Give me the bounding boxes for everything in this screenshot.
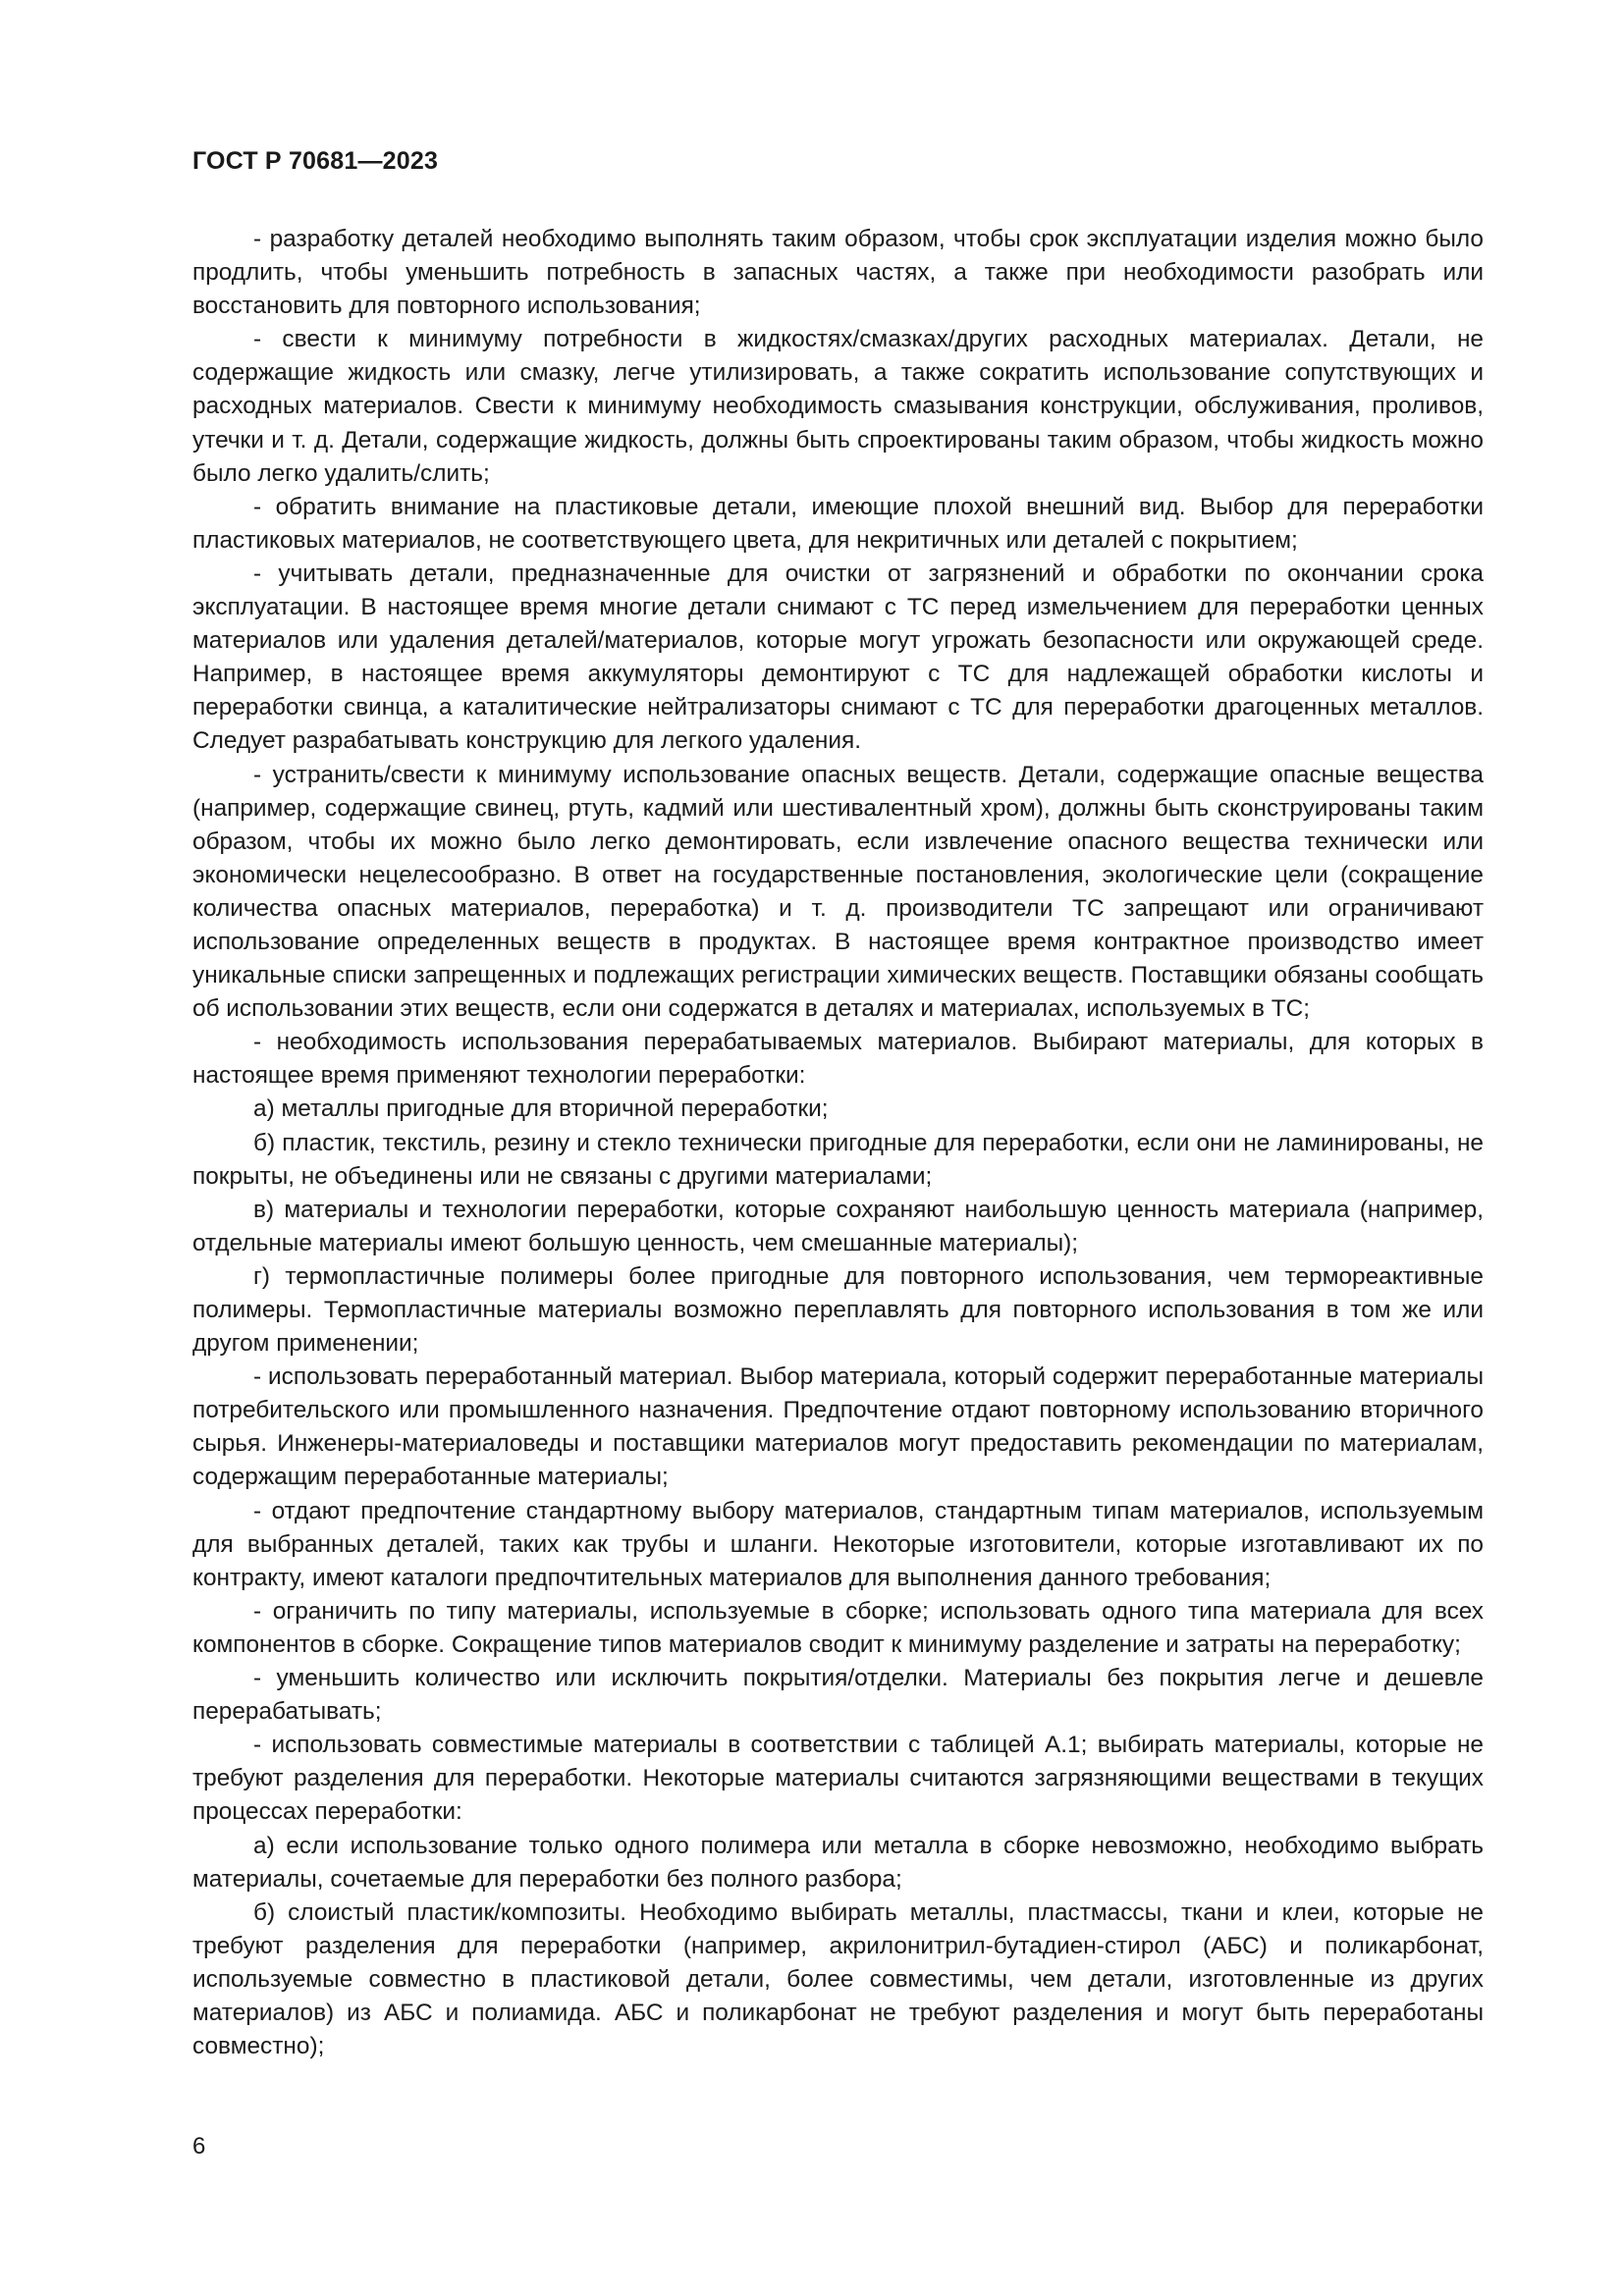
paragraph: - уменьшить количество или исключить покрытия/отделки. Материалы без покрытия легче и дешевле перерабатывать; (192, 1665, 1484, 1726)
list-item: а) если использование только одного полимера или металла в сборке невозможно, необходимо выбрать материалы, сочетаемые для переработки без полного разбора; (192, 1832, 1484, 1893)
paragraph: - отдают предпочтение стандартному выбору материалов, стандартным типам материалов, используемым для выбранных деталей, таких как трубы и шланги. Некоторые изготовители, которые изготавливают их по контракту, имеют каталоги предпочтительных материалов для выполнения данного требования; (192, 1497, 1484, 1591)
page-number: 6 (192, 2133, 206, 2160)
body-text (192, 223, 1484, 2063)
document-header: ГОСТ Р 70681—2023 (192, 147, 439, 175)
paragraph: - ограничить по типу материалы, используемые в сборке; использовать одного типа материала для всех компонентов в сборке. Сокращение типов материалов сводит к минимуму разделение и затраты на переработку; (192, 1597, 1484, 1658)
list-item: б) слоистый пластик/композиты. Необходимо выбирать металлы, пластмассы, ткани и клеи, которые не требуют разделения для переработки (например, акрилонитрил-бутадиен-стирол (АБС) и поликарбонат, используемые совместно в пластиковой детали, более совместимы, чем детали, изготовленные из других материалов) из АБС и полиамида. АБС и поликарбонат не требуют разделения и могут быть переработаны совместно); (192, 1898, 1484, 2060)
paragraph: - использовать переработанный материал. Выбор материала, который содержит переработанные материалы потребительского или промышленного назначения. Предпочтение отдают повторному использованию вторичного сырья. Инженеры-материаловеды и поставщики материалов могут предоставить рекомендации по материалам, содержащим переработанные материалы; (192, 1363, 1484, 1491)
paragraph: - необходимость использования перерабатываемых материалов. Выбирают материалы, для которых в настоящее время применяют технологии переработки: (192, 1029, 1484, 1090)
list-item: а) металлы пригодные для вторичной переработки; (253, 1095, 829, 1123)
list-item: б) пластик, текстиль, резину и стекло технически пригодные для переработки, если они не ламинированы, не покрыты, не объединены или не связаны с другими материалами; (192, 1129, 1484, 1190)
paragraph: - учитывать детали, предназначенные для очистки от загрязнений и обработки по окончании срока эксплуатации. В настоящее время многие детали снимают с ТС перед измельчением для переработки ценных материалов или удаления деталей/материалов, которые могут угрожать безопасности или окружающей среде. Например, в настоящее время аккумуляторы демонтируют с ТС для надлежащей обработки кислоты и переработки свинца, а каталитические нейтрализаторы снимают с ТС для переработки драгоценных металлов. Следует разрабатывать конструкцию для легкого удаления. (192, 560, 1484, 755)
list-item: в) материалы и технологии переработки, которые сохраняют наибольшую ценность материала (например, отдельные материалы имеют большую ценность, чем смешанные материалы); (192, 1196, 1484, 1256)
paragraph: - свести к минимуму потребности в жидкостях/смазках/других расходных материалах. Детали, не содержащие жидкость или смазку, легче утилизировать, а также сократить использование сопутствующих и расходных материалов. Свести к минимуму необходимость смазывания конструкции, обслуживания, проливов, утечки и т. д. Детали, содержащие жидкость, должны быть спроектированы таким образом, чтобы жидкость можно было легко удалить/слить; (192, 326, 1484, 487)
paragraph: - устранить/свести к минимуму использование опасных веществ. Детали, содержащие опасные вещества (например, содержащие свинец, ртуть, кадмий или шестивалентный хром), должны быть сконструированы таким образом, чтобы их можно было легко демонтировать, если извлечение опасного вещества технически или экономически нецелесообразно. В ответ на государственные постановления, экологические цели (сокращение количества опасных материалов, переработка) и т. д. производители ТС запрещают или ограничивают использование определенных веществ в продуктах. В настоящее время контрактное производство имеет уникальные списки запрещенных и подлежащих регистрации химических веществ. Поставщики обязаны сообщать об использовании этих веществ, если они содержатся в деталях и материалах, используемых в ТС; (192, 761, 1484, 1023)
paragraph: - использовать совместимые материалы в соответствии с таблицей А.1; выбирать материалы, которые не требуют разделения для переработки. Некоторые материалы считаются загрязняющими веществами в текущих процессах переработки: (192, 1732, 1484, 1826)
paragraph: - обратить внимание на пластиковые детали, имеющие плохой внешний вид. Выбор для переработки пластиковых материалов, не соответствующего цвета, для некритичных или деталей с покрытием; (192, 493, 1484, 554)
paragraph: - разработку деталей необходимо выполнять таким образом, чтобы срок эксплуатации изделия можно было продлить, чтобы уменьшить потребность в запасных частях, а также при необходимости разобрать или восстановить для повторного использования; (192, 226, 1484, 320)
list-item: г) термопластичные полимеры более пригодные для повторного использования, чем термореактивные полимеры. Термопластичные материалы возможно переплавлять для повторного использования в том же или другом применении; (192, 1262, 1484, 1358)
